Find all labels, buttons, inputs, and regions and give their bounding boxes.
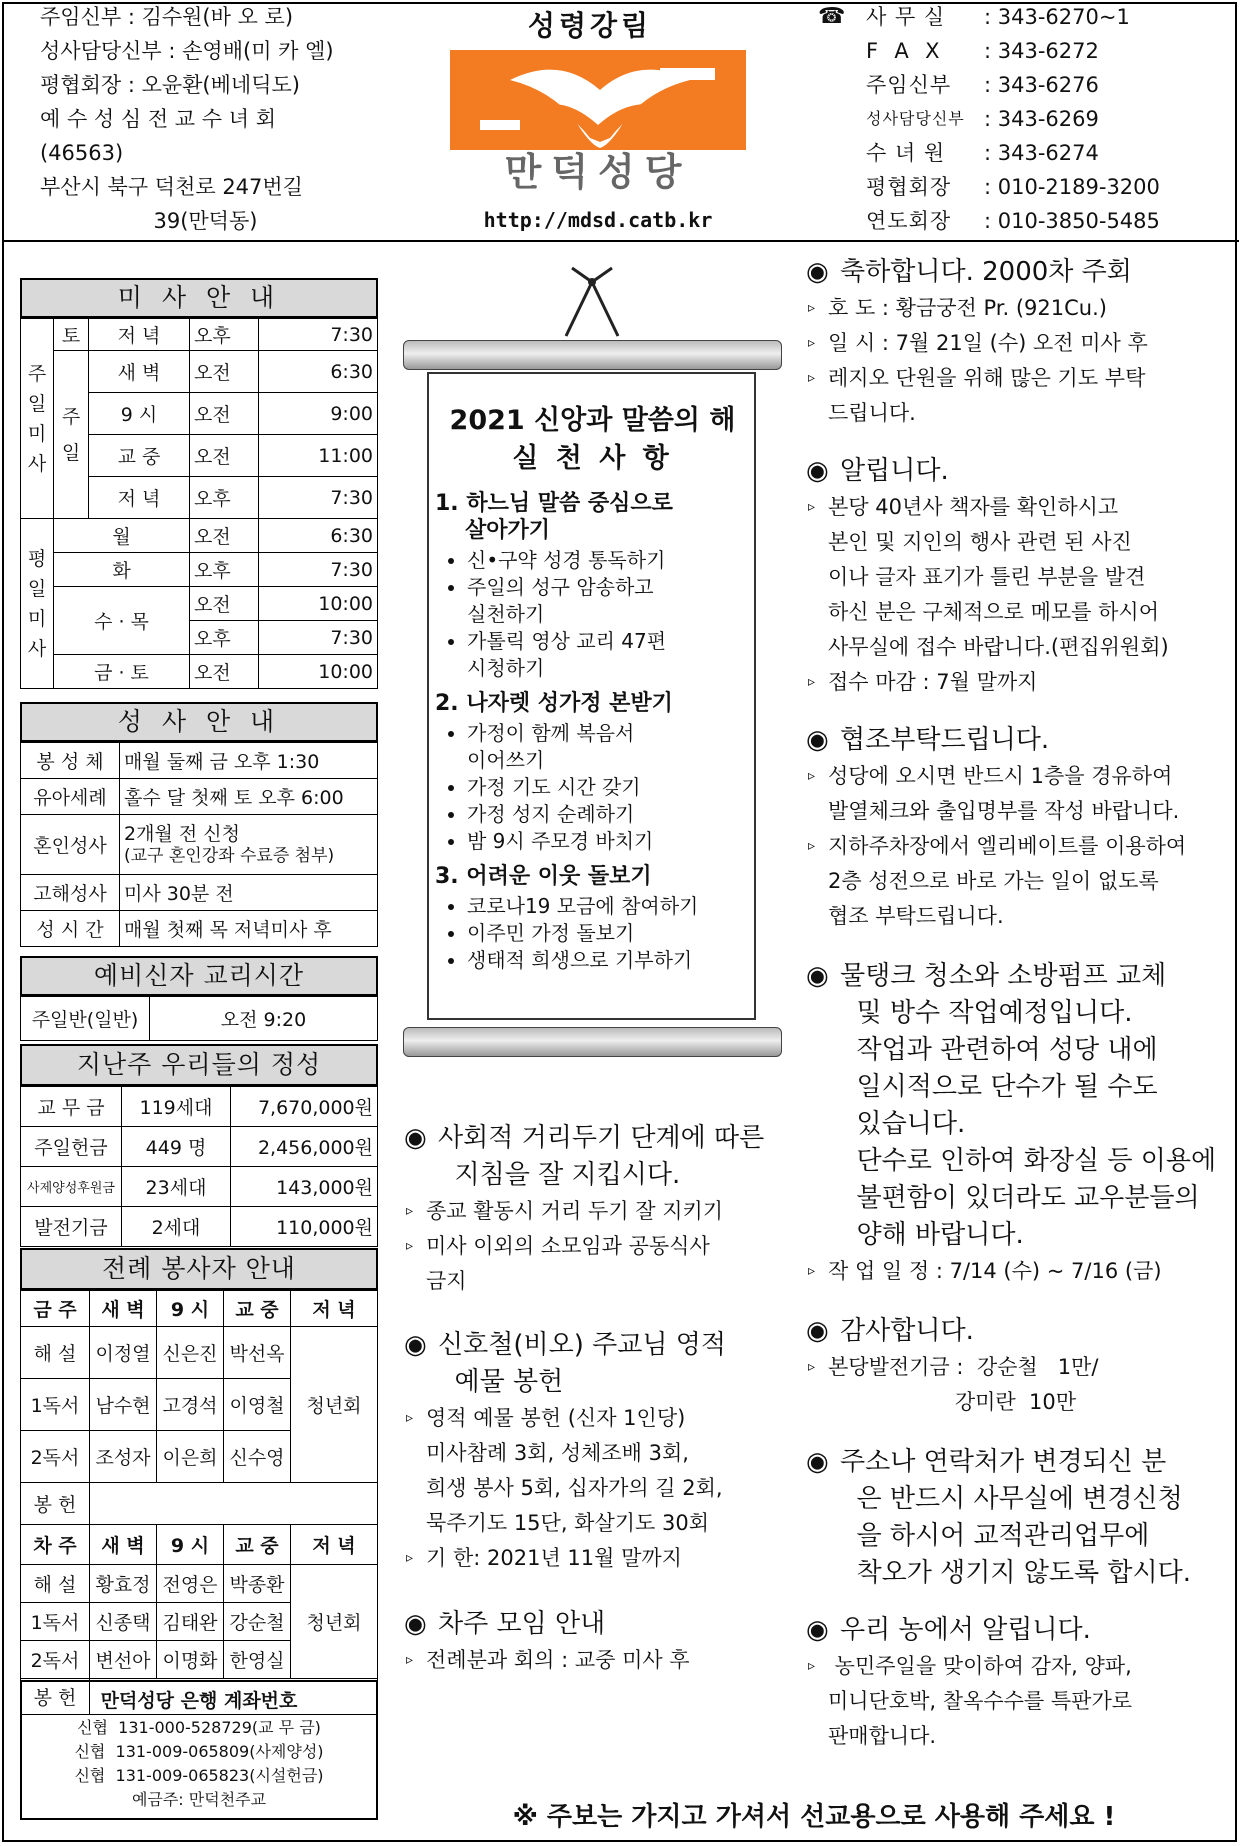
notice-title: 사회적 거리두기 단계에 따른 지침을 잘 지킵시다. (438, 1123, 765, 1190)
scroll-section-heading: 2. 나자렛 성가정 본받기 (435, 691, 673, 716)
notice-block (806, 1444, 1231, 1592)
notice-text: 접수 마감 : 7월 말까지 (828, 670, 1038, 694)
notice-title: 주소나 연락처가 변경되신 분 은 반드시 사무실에 변경신청 을 하시어 교적관리업무에 착오가 생기지 않도록 합시다. (840, 1447, 1191, 1588)
notice-item (808, 1350, 1098, 1420)
scroll-item: • 가정이 함께 복음서 이어쓰기 (467, 720, 750, 774)
server-name: 이영철 (224, 1379, 291, 1431)
notice-item (406, 1229, 764, 1299)
notice-text: 농민주일을 맞이하여 감자, 양파, 미니단호박, 찰옥수수를 특판가로 판매합니다. (828, 1654, 1133, 1748)
notice-title: 협조부탁드립니다. (840, 725, 1050, 755)
scroll-item: • 이주민 가정 돌보기 (467, 920, 750, 947)
scroll-title: 2021 신앙과 말씀의 해 (449, 405, 736, 436)
server-name: 조성자 (90, 1431, 157, 1483)
triangle-bullet-icon: ▹ (808, 674, 816, 690)
contact-row: 평협회장 : 010-2189-3200 (866, 170, 1160, 204)
triangle-bullet-icon: ▹ (808, 335, 816, 351)
weekday-mass-label: 평일미사 (21, 519, 54, 689)
notice-text: 영적 예물 봉헌 (신자 1인당) 미사참례 3회, 성체조배 3회, 희생 봉사 5회, 십자가의 길 2회, 묵주기도 15단, 화살기도 30회 (426, 1406, 723, 1535)
footer-note: ※ 주보는 가지고 가셔서 선교용으로 사용해 주세요 ! (512, 1802, 1116, 1832)
server-name: 한영실 (224, 1641, 291, 1679)
mass-section-title: 미 사 안 내 (20, 278, 378, 318)
scroll-item: • 코로나19 모금에 참여하기 (467, 893, 750, 920)
offering-section-title: 지난주 우리들의 정성 (20, 1044, 378, 1086)
notice-block (806, 453, 1231, 700)
notice-block (806, 254, 1231, 431)
scroll-item: • 신•구약 성경 통독하기 (467, 547, 750, 574)
contact-row: 주임신부 : 343-6276 (866, 68, 1160, 102)
notice-content (808, 1313, 1099, 1420)
sacrament-table (20, 742, 378, 947)
offering-name: 교 무 금 (21, 1087, 122, 1127)
mass-ampm: 오전 (190, 519, 259, 553)
mass-ampm: 오후 (190, 319, 259, 351)
contact-row: F A X : 343-6272 (866, 34, 1160, 68)
scroll-content (435, 402, 750, 982)
catechumen-table (20, 996, 378, 1041)
contact-label: F A X (866, 39, 941, 63)
servers-header: 새 벽 (90, 1525, 157, 1565)
notice-title: 차주 모임 안내 (438, 1609, 606, 1639)
scroll-section-heading: 1. 하느님 말씀 중심으로 (435, 491, 673, 516)
server-name: 이명화 (157, 1641, 224, 1679)
header-line: 평협회장 : 오윤환(베네딕도) (40, 73, 300, 97)
liturgical-day-title: 성령강림 (527, 9, 653, 42)
parish-logo-icon (450, 50, 746, 150)
scroll-section-heading-cont: 살아가기 (465, 518, 551, 543)
scroll-sections (435, 490, 750, 974)
notice-title: 우리 농에서 알립니다. (840, 1615, 1091, 1645)
servers-header: 교 중 (224, 1291, 291, 1327)
scroll-hanger-icon (562, 262, 622, 342)
notice-item (406, 1541, 726, 1576)
notice-text: 호 도 : 황금궁전 Pr. (921Cu.) (828, 296, 1107, 320)
mass-name: 9 시 (89, 393, 190, 435)
contact-row: 수 녀 원 : 343-6274 (866, 136, 1160, 170)
server-role: 해 설 (21, 1565, 90, 1603)
notice-bullet-icon: ◉ (404, 1609, 427, 1639)
contact-row: 성사담당신부 : 343-6269 (866, 102, 1160, 136)
scroll-item: • 가정 성지 순례하기 (467, 801, 750, 828)
header-left-info (40, 0, 334, 238)
mass-time: 10:00 (259, 587, 378, 621)
triangle-bullet-icon: ▹ (406, 1550, 414, 1566)
notice-block (806, 1612, 1231, 1754)
notice-text: 종교 활동시 거리 두기 잘 지키기 (426, 1199, 724, 1223)
offering-count: 449 명 (122, 1127, 231, 1167)
server-name: 남수현 (90, 1379, 157, 1431)
header-line: 성사담당신부 : 손영배(미 카 엘) (40, 39, 334, 63)
scroll-section-list (435, 720, 750, 855)
server-role: 2독서 (21, 1431, 90, 1483)
notice-text: 작 업 일 정 : 7/14 (수) ~ 7/16 (금) (828, 1259, 1162, 1283)
notice-item (808, 1649, 1132, 1754)
sacrament-value: 2개월 전 신청 (124, 822, 240, 845)
triangle-bullet-icon: ▹ (808, 300, 816, 316)
triangle-bullet-icon: ▹ (808, 1658, 816, 1674)
sacrament-section-title: 성 사 안 내 (20, 702, 378, 742)
server-name: 강순철 (224, 1603, 291, 1641)
bank-account: 신협 131-000-528729(교 무 금) (77, 1718, 321, 1737)
server-name: 신종택 (90, 1603, 157, 1641)
mass-ampm: 오전 (190, 655, 259, 689)
offering-amount: 143,000원 (231, 1167, 378, 1207)
notice-title: 축하합니다. 2000차 주회 (840, 257, 1132, 287)
server-evening: 청년회 (291, 1327, 378, 1483)
mass-time: 10:00 (259, 655, 378, 689)
scroll-subtitle: 실 천 사 항 (512, 443, 673, 474)
notice-item (808, 829, 1186, 934)
phone-icon: ☎ (818, 4, 846, 29)
header-divider (2, 240, 1239, 242)
notice-text: 기 한: 2021년 11월 말까지 (426, 1546, 682, 1570)
server-name: 황효정 (90, 1565, 157, 1603)
mass-name: 저 녁 (89, 477, 190, 519)
sacrament-name: 유아세례 (21, 779, 120, 815)
juil-label: 주일 (54, 351, 89, 519)
notice-bullet-icon: ◉ (806, 1615, 829, 1645)
notice-title: 알립니다. (840, 456, 949, 486)
triangle-bullet-icon: ▹ (406, 1410, 414, 1426)
triangle-bullet-icon: ▹ (808, 838, 816, 854)
header-line: 39(만덕동) (40, 209, 258, 233)
notice-title: 물탱크 청소와 소방펌프 교체 및 방수 작업예정입니다. 작업과 관련하여 성당 내에 일시적으로 단수가 될 수도 있습니다. 단수로 인하여 화장실 등 이용에 불편함이 있더라도 교우분들의 양해 바랍니다. (840, 961, 1217, 1250)
notice-text: 일 시 : 7월 21일 (수) 오전 미사 후 (828, 331, 1148, 355)
notice-text: 레지오 단원을 위해 많은 기도 부탁 드립니다. (828, 366, 1146, 425)
mass-schedule-table (20, 318, 378, 689)
notice-block (404, 1120, 804, 1299)
notice-content (406, 1120, 765, 1299)
contact-label: 성사담당신부 (866, 109, 965, 128)
contact-label: 연도회장 (866, 209, 952, 233)
contact-label: 사 무 실 (866, 5, 946, 29)
notice-item (406, 1643, 690, 1678)
contact-value: 010-3850-5485 (997, 209, 1160, 233)
triangle-bullet-icon: ▹ (808, 370, 816, 386)
notice-content (808, 958, 1217, 1289)
offering-amount: 2,456,000원 (231, 1127, 378, 1167)
sacrament-value: 매월 둘째 금 오후 1:30 (120, 743, 378, 779)
server-name: 이은희 (157, 1431, 224, 1483)
servers-this-week-table (20, 1290, 378, 1715)
notice-block (806, 958, 1231, 1289)
notice-bullet-icon: ◉ (404, 1330, 427, 1360)
scroll-section-list (435, 547, 750, 682)
notice-block (404, 1606, 804, 1678)
weekday-name: 금 · 토 (54, 655, 190, 689)
server-name: 변선아 (90, 1641, 157, 1679)
notice-item (808, 1254, 1216, 1289)
mass-ampm: 오후 (190, 477, 259, 519)
sacrament-name: 봉 성 체 (21, 743, 120, 779)
mass-ampm: 오후 (190, 621, 259, 655)
server-role: 1독서 (21, 1379, 90, 1431)
notice-text: 전례분과 회의 : 교중 미사 후 (426, 1648, 690, 1672)
parish-website-link[interactable]: http://mdsd.catb.kr (483, 208, 713, 232)
contact-value: 343-6274 (997, 141, 1099, 165)
notice-bullet-icon: ◉ (806, 257, 829, 287)
contact-value: 343-6270~1 (997, 5, 1130, 29)
mass-time: 7:30 (259, 319, 378, 351)
servers-header: 차 주 (21, 1525, 90, 1565)
server-role: 봉 헌 (21, 1483, 90, 1525)
header-line: 예 수 성 심 전 교 수 녀 회 (40, 107, 276, 131)
notice-item (808, 665, 1169, 700)
scroll-top-rod (403, 340, 782, 370)
notice-text: 미사 이외의 소모임과 공동식사 금지 (426, 1234, 710, 1293)
mass-time: 7:30 (259, 477, 378, 519)
scroll-bottom-rod (403, 1027, 782, 1057)
mass-name: 교 중 (89, 435, 190, 477)
notice-block (806, 722, 1231, 934)
bank-account-box (20, 1680, 378, 1820)
notice-content (808, 722, 1187, 934)
mass-time: 6:30 (259, 519, 378, 553)
header-line: 주임신부 : 김수원(바 오 로) (40, 5, 294, 29)
saturday-label: 토 (54, 319, 89, 351)
notice-text: 본당발전기금 : 강순철 1만/ 강미란 10만 (828, 1355, 1099, 1414)
notice-block (404, 1327, 804, 1576)
servers-header: 저 녁 (291, 1291, 378, 1327)
server-role: 봉 헌 (21, 1679, 90, 1715)
mass-ampm: 오전 (190, 587, 259, 621)
notice-content (808, 254, 1148, 431)
contact-row: 연도회장 : 010-3850-5485 (866, 204, 1160, 238)
catechumen-section-title: 예비신자 교리시간 (20, 956, 378, 996)
notice-item (406, 1194, 764, 1229)
offering-table (20, 1086, 378, 1247)
bank-holder: 예금주: 만덕천주교 (131, 1790, 267, 1809)
server-role: 해 설 (21, 1327, 90, 1379)
notice-bullet-icon: ◉ (806, 1316, 829, 1346)
scroll-item: • 생태적 희생으로 기부하기 (467, 947, 750, 974)
scroll-item: • 밤 9시 주모경 바치기 (467, 828, 750, 855)
mass-time: 7:30 (259, 553, 378, 587)
mass-ampm: 오전 (190, 351, 259, 393)
notice-bullet-icon: ◉ (806, 961, 829, 991)
mass-name: 저 녁 (89, 319, 190, 351)
mass-ampm: 오전 (190, 435, 259, 477)
contact-row: 사 무 실 : 343-6270~1 (866, 0, 1160, 34)
contact-value: 343-6272 (997, 39, 1099, 63)
notice-item (808, 490, 1169, 665)
contact-value: 343-6269 (997, 107, 1099, 131)
mass-time: 9:00 (259, 393, 378, 435)
offering-amount: 110,000원 (231, 1207, 378, 1247)
weekday-name: 월 (54, 519, 190, 553)
offering-count: 2세대 (122, 1207, 231, 1247)
server-name: 신은진 (157, 1327, 224, 1379)
triangle-bullet-icon: ▹ (808, 1263, 816, 1279)
bank-title: 만덕성당 은행 계좌번호 (100, 1690, 298, 1712)
notice-item (808, 759, 1186, 829)
parish-logo-name: 만덕성당 (504, 150, 692, 194)
notice-text: 지하주차장에서 엘리베이트를 이용하여 2층 성전으로 바로 가는 일이 없도록 협조 부탁드립니다. (828, 834, 1187, 928)
notice-item (808, 361, 1148, 431)
contact-value: 010-2189-3200 (997, 175, 1160, 199)
server-name: 이정열 (90, 1327, 157, 1379)
sacrament-name: 혼인성사 (21, 815, 120, 875)
server-name: 박선옥 (224, 1327, 291, 1379)
sacrament-value: 매월 첫째 목 저녁미사 후 (120, 911, 378, 947)
contact-label: 수 녀 원 (866, 141, 946, 165)
mass-time: 7:30 (259, 621, 378, 655)
server-name: 신수영 (224, 1431, 291, 1483)
notice-text: 본당 40년사 책자를 확인하시고 본인 및 지인의 행사 관련 된 사진 이나 글자 표기가 틀린 부분을 발견 하신 분은 구체적으로 메모를 하시어 사무실에 접수 바랍니다.(편집위원회) (828, 495, 1169, 659)
sunday-mass-label: 주일미사 (21, 319, 54, 519)
servers-header: 교 중 (224, 1525, 291, 1565)
notice-content (406, 1327, 726, 1576)
triangle-bullet-icon: ▹ (406, 1238, 414, 1254)
triangle-bullet-icon: ▹ (808, 768, 816, 784)
notice-item (406, 1401, 726, 1541)
header-contacts (866, 0, 1160, 238)
notice-item (808, 326, 1148, 361)
bank-account: 신협 131-009-065823(시설헌금) (74, 1766, 324, 1785)
sacrament-note: (교구 혼인강좌 수료증 첨부) (124, 845, 335, 866)
offering-count: 23세대 (122, 1167, 231, 1207)
bank-account: 신협 131-009-065809(사제양성) (74, 1742, 324, 1761)
triangle-bullet-icon: ▹ (808, 1359, 816, 1375)
sacrament-value: 홀수 달 첫째 토 오후 6:00 (120, 779, 378, 815)
servers-header: 새 벽 (90, 1291, 157, 1327)
offering-amount: 7,670,000원 (231, 1087, 378, 1127)
servers-header: 9 시 (157, 1525, 224, 1565)
server-role: 1독서 (21, 1603, 90, 1641)
notice-title: 감사합니다. (840, 1316, 974, 1346)
notice-content (406, 1606, 690, 1678)
mass-time: 11:00 (259, 435, 378, 477)
servers-header: 9 시 (157, 1291, 224, 1327)
notice-block (806, 1313, 1231, 1420)
mass-ampm: 오후 (190, 553, 259, 587)
scroll-section-list (435, 893, 750, 974)
mass-name: 새 벽 (89, 351, 190, 393)
notice-bullet-icon: ◉ (806, 456, 829, 486)
notice-content (808, 1612, 1133, 1754)
weekday-name: 화 (54, 553, 190, 587)
contact-value: 343-6276 (997, 73, 1099, 97)
mass-ampm: 오전 (190, 393, 259, 435)
server-name: 박종환 (224, 1565, 291, 1603)
weekday-name: 수 · 목 (54, 587, 190, 655)
triangle-bullet-icon: ▹ (406, 1203, 414, 1219)
servers-header: 저 녁 (291, 1525, 378, 1565)
notice-title: 신호철(비오) 주교님 영적 예물 봉헌 (438, 1330, 726, 1397)
servers-section-title: 전례 봉사자 안내 (20, 1248, 378, 1290)
contact-label: 주임신부 (866, 73, 952, 97)
notice-text: 성당에 오시면 반드시 1층을 경유하여 발열체크와 출입명부를 작성 바랍니다. (828, 764, 1180, 823)
sacrament-value: 미사 30분 전 (120, 875, 378, 911)
notice-bullet-icon: ◉ (404, 1123, 427, 1153)
mass-time: 6:30 (259, 351, 378, 393)
sacrament-name: 성 시 간 (21, 911, 120, 947)
scroll-item: • 가톨릭 영상 교리 47편 시청하기 (467, 628, 750, 682)
server-name: 고경석 (157, 1379, 224, 1431)
notice-content (840, 1444, 1191, 1592)
server-name: 김태완 (157, 1603, 224, 1641)
offering-name: 주일헌금 (21, 1127, 122, 1167)
notice-bullet-icon: ◉ (806, 1447, 829, 1477)
right-notices (806, 254, 1231, 1754)
server-name: 전영은 (157, 1565, 224, 1603)
notice-item (808, 291, 1148, 326)
scroll-item: • 가정 기도 시간 갖기 (467, 774, 750, 801)
sacrament-name: 고해성사 (21, 875, 120, 911)
servers-header: 금 주 (21, 1291, 90, 1327)
contact-label: 평협회장 (866, 175, 952, 199)
scroll-section-heading: 3. 어려운 이웃 돌보기 (435, 864, 652, 889)
scroll-item: • 주일의 성구 암송하고 실천하기 (467, 574, 750, 628)
middle-notices (404, 1120, 804, 1678)
offering-count: 119세대 (122, 1087, 231, 1127)
server-role: 2독서 (21, 1641, 90, 1679)
offering-name: 사제양성후원금 (21, 1167, 122, 1207)
header-line: 부산시 북구 덕천로 247번길 (40, 175, 303, 199)
catechumen-time: 오전 9:20 (150, 997, 378, 1041)
triangle-bullet-icon: ▹ (808, 499, 816, 515)
notice-content (808, 453, 1169, 700)
catechumen-class: 주일반(일반) (21, 997, 150, 1041)
triangle-bullet-icon: ▹ (406, 1652, 414, 1668)
header-line: (46563) (40, 141, 124, 165)
offering-name: 발전기금 (21, 1207, 122, 1247)
server-evening: 청년회 (291, 1565, 378, 1679)
notice-bullet-icon: ◉ (806, 725, 829, 755)
